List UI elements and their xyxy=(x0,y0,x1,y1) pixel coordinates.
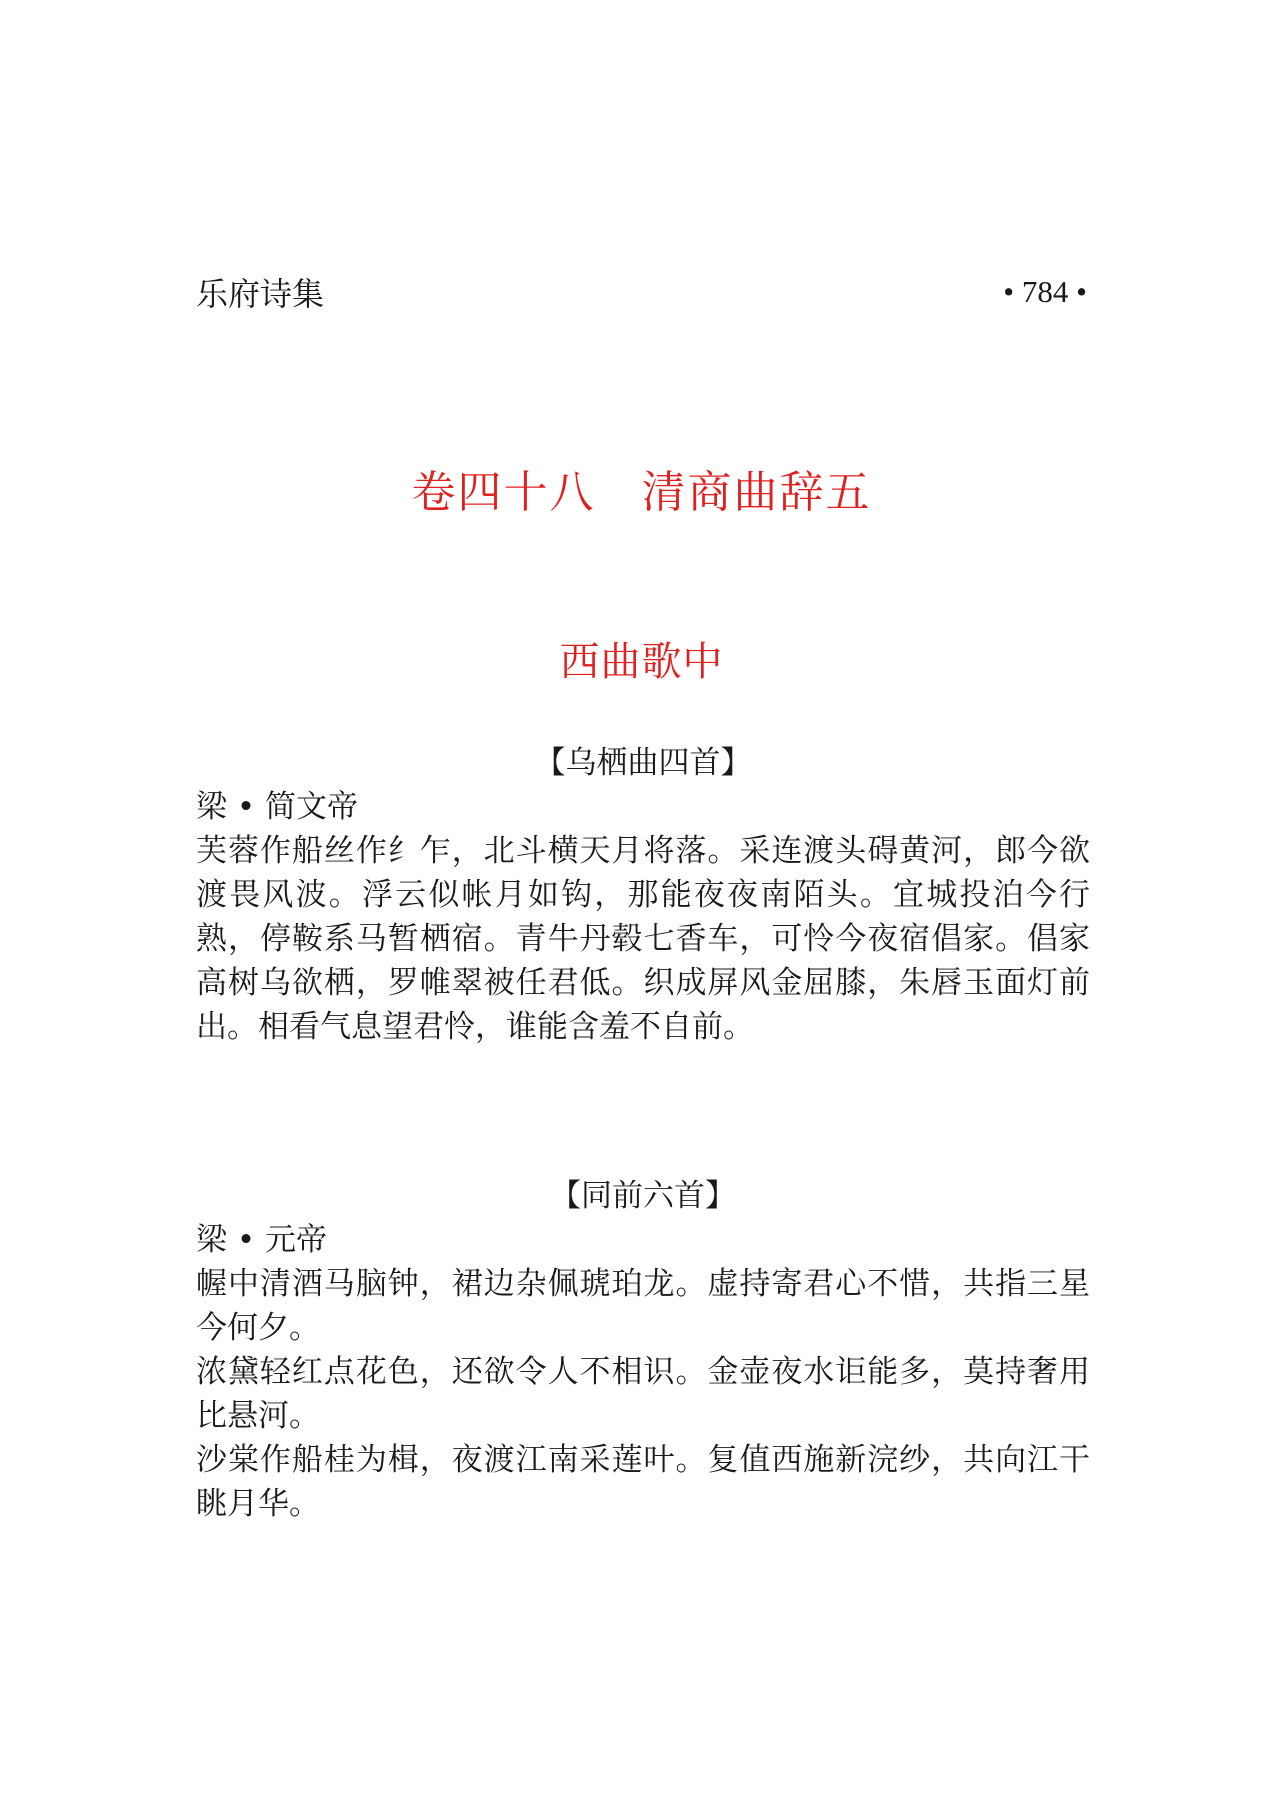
poem-text: 幄中清酒马脑钟，裙边杂佩琥珀龙。虚持寄君心不惜，共指三星今何夕。 xyxy=(196,1266,1090,1346)
poem-text: 芙蓉作船丝作纟乍，北斗横天月将落。采连渡头碍黄河，郎今欲渡畏风波。浮云似帐月如钩，那能夜夜南陌头。宜城投泊今行熟，停鞍系马暂栖宿。青牛丹毂七香车，可怜今夜宿倡家。倡家高树乌欲栖，罗帷翠被任君低。织成屏风金屈膝，朱唇玉面灯前出。相看气息望君怜，谁能含羞不自前。 xyxy=(196,833,1090,1045)
poem-title: 【同前六首】 xyxy=(550,1178,736,1214)
poem xyxy=(196,741,1090,1049)
poem-title: 【乌栖曲四首】 xyxy=(534,745,752,781)
page-number: • 784 • xyxy=(1003,274,1087,309)
poem-text: 沙棠作船桂为楫，夜渡江南采莲叶。复值西施新浣纱，共向江干眺月华。 xyxy=(196,1442,1090,1522)
section-title: 西曲歌中 xyxy=(559,639,724,685)
volume-title: 卷四十八 清商曲辞五 xyxy=(411,467,872,518)
running-head xyxy=(196,270,1087,314)
poem-author: 梁 • 简文帝 xyxy=(196,789,358,825)
poem-text: 浓黛轻红点花色，还欲令人不相识。金壶夜水讵能多，莫持奢用比悬河。 xyxy=(196,1354,1090,1434)
book-title: 乐府诗集 xyxy=(196,275,325,313)
poem xyxy=(196,1174,1090,1526)
poem-author: 梁 • 元帝 xyxy=(196,1222,327,1258)
